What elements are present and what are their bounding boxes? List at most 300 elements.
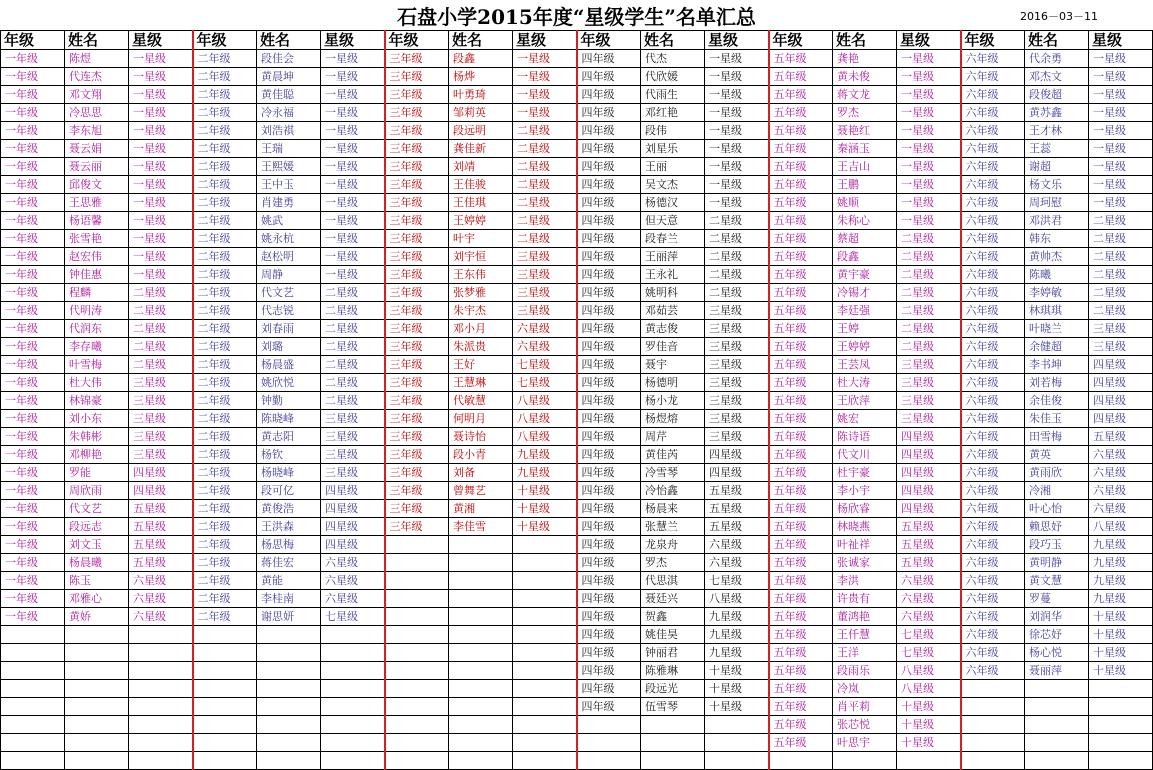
name-cell: 张芯悦 (833, 716, 897, 734)
grade-cell (193, 680, 257, 698)
grade-cell: 四年级 (577, 410, 641, 428)
star-level-cell: 六星级 (321, 572, 385, 590)
star-level-cell: 一星级 (321, 68, 385, 86)
table-row (1, 500, 1153, 518)
star-level-cell: 九星级 (513, 446, 577, 464)
star-level-cell: 三星级 (321, 428, 385, 446)
star-level-cell: 七星级 (513, 356, 577, 374)
grade-cell: 六年级 (961, 338, 1025, 356)
star-level-cell: 四星级 (897, 482, 961, 500)
name-cell: 姚永杭 (257, 230, 321, 248)
star-level-cell (321, 752, 385, 770)
grade-cell: 一年级 (1, 248, 65, 266)
name-cell: 叶晓兰 (1025, 320, 1089, 338)
name-cell: 冷怡鑫 (641, 482, 705, 500)
name-cell (1025, 734, 1089, 752)
star-level-cell: 六星级 (513, 320, 577, 338)
name-cell (257, 716, 321, 734)
grade-cell: 一年级 (1, 158, 65, 176)
name-cell: 王芸凤 (833, 356, 897, 374)
name-cell: 陈曦 (1025, 266, 1089, 284)
grade-cell: 二年级 (193, 284, 257, 302)
name-cell (449, 554, 513, 572)
grade-cell: 四年级 (577, 68, 641, 86)
star-level-cell: 四星级 (897, 500, 961, 518)
grade-cell: 二年级 (193, 140, 257, 158)
star-level-cell: 一星级 (897, 50, 961, 68)
name-cell: 刘星乐 (641, 140, 705, 158)
table-row (1, 716, 1153, 734)
star-level-cell: 三星级 (513, 248, 577, 266)
name-cell: 刘备 (449, 464, 513, 482)
name-cell: 李东旭 (65, 122, 129, 140)
name-cell: 王佳骏 (449, 176, 513, 194)
grade-cell: 三年级 (385, 176, 449, 194)
star-level-cell: 五星级 (705, 518, 769, 536)
name-cell: 杨煜熔 (641, 410, 705, 428)
grade-cell: 二年级 (193, 50, 257, 68)
star-level-cell: 六星级 (1089, 482, 1153, 500)
star-level-cell: 一星级 (321, 230, 385, 248)
star-level-cell: 一星级 (897, 86, 961, 104)
name-cell: 冷思思 (65, 104, 129, 122)
column-header: 星级 (897, 31, 961, 50)
grade-cell: 六年级 (961, 194, 1025, 212)
grade-cell: 三年级 (385, 122, 449, 140)
grade-cell: 三年级 (385, 410, 449, 428)
name-cell: 王鹏 (833, 176, 897, 194)
name-cell: 杨德汉 (641, 194, 705, 212)
star-level-cell: 五星级 (897, 518, 961, 536)
grade-cell: 四年级 (577, 284, 641, 302)
grade-cell: 三年级 (385, 230, 449, 248)
grade-cell: 五年级 (769, 68, 833, 86)
name-cell: 朱称心 (833, 212, 897, 230)
star-level-cell: 二星级 (513, 122, 577, 140)
name-cell: 何明月 (449, 410, 513, 428)
star-level-cell: 一星级 (897, 194, 961, 212)
grade-cell: 二年级 (193, 194, 257, 212)
name-cell: 肖建勇 (257, 194, 321, 212)
star-level-cell: 四星级 (705, 446, 769, 464)
star-level-cell: 二星级 (321, 302, 385, 320)
grade-cell: 一年级 (1, 176, 65, 194)
grade-cell: 六年级 (961, 464, 1025, 482)
name-cell: 邱俊文 (65, 176, 129, 194)
grade-cell: 三年级 (385, 428, 449, 446)
grade-cell: 三年级 (385, 446, 449, 464)
grade-cell: 二年级 (193, 428, 257, 446)
grade-cell (385, 554, 449, 572)
name-cell: 赖思妤 (1025, 518, 1089, 536)
star-level-cell: 六星级 (897, 590, 961, 608)
grade-cell: 四年级 (577, 644, 641, 662)
star-level-cell (513, 608, 577, 626)
grade-cell: 五年级 (769, 374, 833, 392)
name-cell: 刘春雨 (257, 320, 321, 338)
star-level-cell (321, 716, 385, 734)
name-cell: 冷岚 (833, 680, 897, 698)
grade-cell: 六年级 (961, 122, 1025, 140)
grade-cell: 一年级 (1, 194, 65, 212)
grade-cell: 二年级 (193, 248, 257, 266)
name-cell: 段远志 (65, 518, 129, 536)
star-level-cell: 三星级 (1089, 320, 1153, 338)
column-header: 姓名 (1025, 31, 1089, 50)
star-level-cell: 一星级 (321, 212, 385, 230)
grade-cell: 一年级 (1, 50, 65, 68)
grade-cell (193, 734, 257, 752)
grade-cell: 二年级 (193, 356, 257, 374)
name-cell: 段小青 (449, 446, 513, 464)
star-level-cell: 六星级 (897, 572, 961, 590)
grade-cell: 一年级 (1, 122, 65, 140)
grade-cell: 六年级 (961, 392, 1025, 410)
name-cell: 姚顺 (833, 194, 897, 212)
star-level-cell: 四星级 (1089, 410, 1153, 428)
grade-cell: 六年级 (961, 320, 1025, 338)
grade-cell (961, 680, 1025, 698)
star-level-cell: 一星级 (705, 122, 769, 140)
star-level-cell: 二星级 (705, 248, 769, 266)
name-cell: 李佳雪 (449, 518, 513, 536)
star-level-cell: 五星级 (705, 482, 769, 500)
grade-cell: 六年级 (961, 104, 1025, 122)
grade-cell: 六年级 (961, 662, 1025, 680)
name-cell: 段远明 (449, 122, 513, 140)
star-level-cell (129, 680, 193, 698)
grade-cell: 五年级 (769, 194, 833, 212)
name-cell: 董鸿艳 (833, 608, 897, 626)
star-level-cell (1089, 680, 1153, 698)
name-cell: 林琪琪 (1025, 302, 1089, 320)
column-header: 姓名 (641, 31, 705, 50)
grade-cell: 四年级 (577, 320, 641, 338)
star-level-cell (513, 626, 577, 644)
grade-cell: 四年级 (577, 248, 641, 266)
grade-cell: 二年级 (193, 446, 257, 464)
grade-cell (1, 680, 65, 698)
star-level-cell: 九星级 (705, 608, 769, 626)
star-level-cell: 八星级 (897, 680, 961, 698)
grade-cell: 二年级 (193, 464, 257, 482)
name-cell: 罗杰 (833, 104, 897, 122)
grade-cell: 三年级 (385, 212, 449, 230)
star-level-cell: 一星级 (129, 158, 193, 176)
table-row (1, 392, 1153, 410)
grade-cell: 一年级 (1, 554, 65, 572)
star-level-cell (513, 554, 577, 572)
grade-cell (961, 698, 1025, 716)
grade-cell (385, 716, 449, 734)
grade-cell: 一年级 (1, 464, 65, 482)
grade-cell: 五年级 (769, 122, 833, 140)
grade-cell: 二年级 (193, 608, 257, 626)
star-level-cell: 六星级 (129, 608, 193, 626)
grade-cell: 六年级 (961, 374, 1025, 392)
grade-cell: 四年级 (577, 626, 641, 644)
name-cell: 许贵有 (833, 590, 897, 608)
star-level-cell: 一星级 (897, 212, 961, 230)
star-level-cell: 一星级 (1089, 86, 1153, 104)
star-level-cell (513, 536, 577, 554)
name-cell: 李洪 (833, 572, 897, 590)
grade-cell: 一年级 (1, 284, 65, 302)
grade-cell: 一年级 (1, 68, 65, 86)
grade-cell: 五年级 (769, 734, 833, 752)
grade-cell: 五年级 (769, 428, 833, 446)
name-cell: 王慧琳 (449, 374, 513, 392)
grade-cell: 五年级 (769, 140, 833, 158)
star-level-cell: 一星级 (513, 50, 577, 68)
grade-cell: 六年级 (961, 212, 1025, 230)
grade-cell: 二年级 (193, 104, 257, 122)
star-level-cell: 十星级 (705, 698, 769, 716)
name-cell: 杨晨来 (641, 500, 705, 518)
name-cell: 韩东 (1025, 230, 1089, 248)
name-cell (449, 590, 513, 608)
grade-cell: 四年级 (577, 662, 641, 680)
grade-cell: 六年级 (961, 410, 1025, 428)
star-level-cell: 二星级 (897, 266, 961, 284)
grade-cell: 五年级 (769, 572, 833, 590)
name-cell: 冷永福 (257, 104, 321, 122)
name-cell: 刘靖 (449, 158, 513, 176)
star-level-cell: 十星级 (1089, 608, 1153, 626)
name-cell (257, 644, 321, 662)
table-row (1, 554, 1153, 572)
name-cell: 聂廷兴 (641, 590, 705, 608)
star-level-cell: 十星级 (705, 680, 769, 698)
name-cell: 林晓燕 (833, 518, 897, 536)
grade-cell: 三年级 (385, 518, 449, 536)
name-cell: 钟勤 (257, 392, 321, 410)
name-cell: 陈诗语 (833, 428, 897, 446)
name-cell: 邓红艳 (641, 104, 705, 122)
grade-cell: 一年级 (1, 302, 65, 320)
name-cell: 秦涵玉 (833, 140, 897, 158)
grade-cell: 一年级 (1, 320, 65, 338)
star-level-cell: 三星级 (513, 266, 577, 284)
star-level-cell: 六星级 (1089, 500, 1153, 518)
name-cell: 刘文玉 (65, 536, 129, 554)
name-cell: 周静 (257, 266, 321, 284)
star-level-cell: 一星级 (705, 140, 769, 158)
star-level-cell: 一星级 (321, 266, 385, 284)
grade-cell: 五年级 (769, 554, 833, 572)
star-level-cell: 二星级 (897, 338, 961, 356)
grade-cell: 四年级 (577, 158, 641, 176)
star-level-cell (321, 680, 385, 698)
table-row (1, 374, 1153, 392)
name-cell: 王婷婷 (449, 212, 513, 230)
star-level-cell: 一星级 (321, 122, 385, 140)
name-cell: 田雪梅 (1025, 428, 1089, 446)
grade-cell: 二年级 (193, 518, 257, 536)
grade-cell: 一年级 (1, 374, 65, 392)
table-row (1, 752, 1153, 770)
column-header: 姓名 (833, 31, 897, 50)
grade-cell: 二年级 (193, 266, 257, 284)
name-cell: 聂云丽 (65, 158, 129, 176)
name-cell: 段伟 (641, 122, 705, 140)
name-cell: 余佳俊 (1025, 392, 1089, 410)
column-header: 星级 (129, 31, 193, 50)
grade-cell: 四年级 (577, 554, 641, 572)
star-level-cell: 三星级 (513, 284, 577, 302)
grade-cell: 一年级 (1, 410, 65, 428)
name-cell: 王洋 (833, 644, 897, 662)
name-cell: 冷湘 (1025, 482, 1089, 500)
name-cell: 聂艳红 (833, 122, 897, 140)
star-level-cell: 九星级 (1089, 572, 1153, 590)
table-row (1, 230, 1153, 248)
name-cell: 代欣媛 (641, 68, 705, 86)
star-level-cell (897, 752, 961, 770)
name-cell (449, 698, 513, 716)
name-cell (833, 752, 897, 770)
grade-cell: 五年级 (769, 482, 833, 500)
grade-cell (193, 662, 257, 680)
name-cell: 钟佳惠 (65, 266, 129, 284)
star-level-cell (705, 734, 769, 752)
grade-cell: 六年级 (961, 356, 1025, 374)
grade-cell: 五年级 (769, 338, 833, 356)
star-level-cell: 二星级 (513, 140, 577, 158)
grade-cell (385, 536, 449, 554)
star-level-cell: 三星级 (321, 446, 385, 464)
star-student-table-container (0, 30, 1153, 752)
star-level-cell: 一星级 (321, 194, 385, 212)
grade-cell: 五年级 (769, 662, 833, 680)
grade-cell: 二年级 (193, 86, 257, 104)
grade-cell: 四年级 (577, 176, 641, 194)
name-cell: 赵宏伟 (65, 248, 129, 266)
star-level-cell: 一星级 (129, 50, 193, 68)
grade-cell: 六年级 (961, 248, 1025, 266)
star-level-cell: 五星级 (705, 500, 769, 518)
grade-cell: 三年级 (385, 500, 449, 518)
name-cell: 罗杰 (641, 554, 705, 572)
name-cell: 朱宇杰 (449, 302, 513, 320)
name-cell: 朱派贵 (449, 338, 513, 356)
name-cell: 杨小龙 (641, 392, 705, 410)
star-level-cell: 三星级 (513, 302, 577, 320)
name-cell: 邓文翔 (65, 86, 129, 104)
star-level-cell: 二星级 (321, 338, 385, 356)
name-cell: 李桂南 (257, 590, 321, 608)
table-row (1, 626, 1153, 644)
star-level-cell: 六星级 (513, 338, 577, 356)
star-level-cell: 五星级 (897, 554, 961, 572)
name-cell: 姚欣悦 (257, 374, 321, 392)
grade-cell (1, 626, 65, 644)
star-level-cell (513, 644, 577, 662)
name-cell: 杜宇豪 (833, 464, 897, 482)
name-cell: 罗蔓 (1025, 590, 1089, 608)
star-level-cell: 六星级 (1089, 446, 1153, 464)
name-cell (641, 716, 705, 734)
name-cell: 杨钦 (257, 446, 321, 464)
star-level-cell: 一星级 (321, 176, 385, 194)
name-cell: 王洪森 (257, 518, 321, 536)
star-level-cell: 四星级 (897, 446, 961, 464)
name-cell: 龚艳 (833, 50, 897, 68)
grade-cell (1, 698, 65, 716)
name-cell (449, 644, 513, 662)
name-cell: 代雨生 (641, 86, 705, 104)
name-cell: 冷雪琴 (641, 464, 705, 482)
report-date: 2016－03－11 (1020, 10, 1098, 23)
grade-cell: 三年级 (385, 50, 449, 68)
star-level-cell (321, 662, 385, 680)
name-cell: 罗佳音 (641, 338, 705, 356)
star-level-cell: 一星级 (321, 158, 385, 176)
table-row (1, 536, 1153, 554)
name-cell: 王吉山 (833, 158, 897, 176)
name-cell: 王才林 (1025, 122, 1089, 140)
star-level-cell: 一星级 (1089, 140, 1153, 158)
star-level-cell: 三星级 (1089, 338, 1153, 356)
star-level-cell: 三星级 (705, 410, 769, 428)
name-cell: 张诚家 (833, 554, 897, 572)
grade-cell: 四年级 (577, 212, 641, 230)
name-cell: 张梦雅 (449, 284, 513, 302)
name-cell: 代文艺 (257, 284, 321, 302)
star-level-cell: 三星级 (129, 374, 193, 392)
star-level-cell (321, 698, 385, 716)
grade-cell: 三年级 (385, 248, 449, 266)
name-cell (449, 680, 513, 698)
star-level-cell: 一星级 (705, 50, 769, 68)
star-level-cell: 二星级 (705, 230, 769, 248)
name-cell: 杨心悦 (1025, 644, 1089, 662)
grade-cell: 六年级 (961, 590, 1025, 608)
star-level-cell: 一星级 (705, 176, 769, 194)
grade-cell: 六年级 (961, 230, 1025, 248)
grade-cell: 四年级 (577, 680, 641, 698)
name-cell: 代志锐 (257, 302, 321, 320)
star-level-cell: 一星级 (129, 86, 193, 104)
table-row (1, 446, 1153, 464)
grade-cell: 三年级 (385, 338, 449, 356)
star-level-cell (129, 626, 193, 644)
star-level-cell: 一星级 (705, 86, 769, 104)
star-level-cell: 三星级 (705, 338, 769, 356)
star-level-cell: 四星级 (321, 518, 385, 536)
star-level-cell: 八星级 (1089, 518, 1153, 536)
grade-cell: 五年级 (769, 356, 833, 374)
grade-cell (769, 752, 833, 770)
star-level-cell: 一星级 (705, 158, 769, 176)
star-level-cell: 二星级 (129, 338, 193, 356)
name-cell: 王丽 (641, 158, 705, 176)
grade-cell: 六年级 (961, 158, 1025, 176)
name-cell: 王佳琪 (449, 194, 513, 212)
name-cell: 谢超 (1025, 158, 1089, 176)
name-cell: 李存曦 (65, 338, 129, 356)
name-cell: 黄帅杰 (1025, 248, 1089, 266)
star-level-cell: 一星级 (1089, 158, 1153, 176)
star-level-cell: 八星级 (513, 428, 577, 446)
table-row (1, 194, 1153, 212)
name-cell: 陈玉 (65, 572, 129, 590)
table-row (1, 680, 1153, 698)
star-level-cell: 一星级 (513, 86, 577, 104)
name-cell: 王好 (449, 356, 513, 374)
grade-cell: 五年级 (769, 590, 833, 608)
star-level-cell: 一星级 (1089, 194, 1153, 212)
